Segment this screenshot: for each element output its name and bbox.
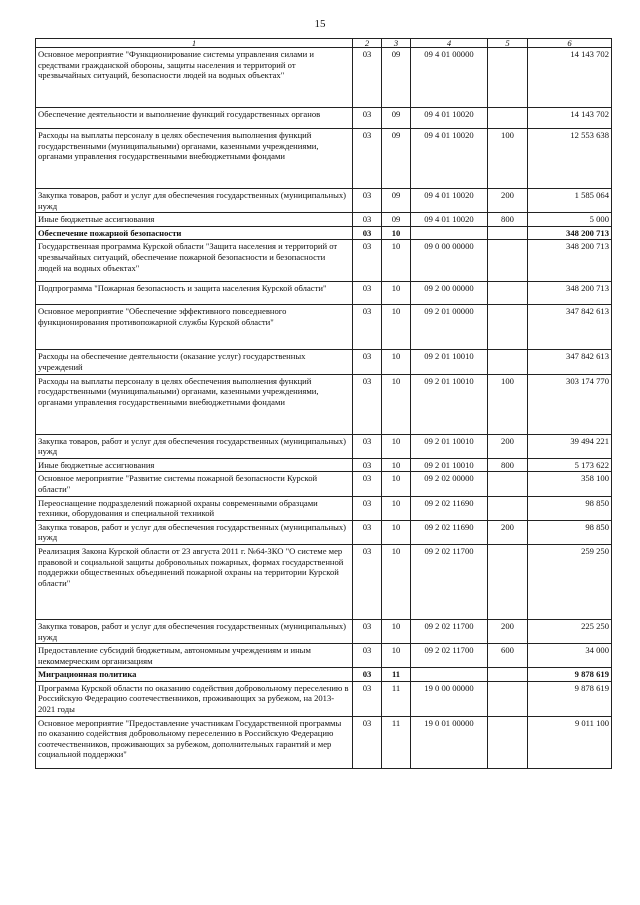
table-row [36,129,612,189]
row-amount: 12 553 638 [528,129,612,189]
row-section-code: 03 [353,472,382,496]
table-row [36,681,612,716]
row-subsection-code: 10 [382,434,411,458]
row-subsection-code: 10 [382,226,411,240]
row-section-code: 03 [353,434,382,458]
row-amount: 5 173 622 [528,458,612,472]
row-name: Государственная программа Курской области "Защита населения и территорий от чрезвычайных ситуаций, обеспечение пожарной безопасности и безопасности людей на водных объектах" [36,240,353,282]
row-name: Программа Курской области по оказанию содействия добровольному переселению в Российскую Федерацию соотечественников, проживающих за рубежом, на 2013-2021 годы [36,681,353,716]
table-row [36,668,612,682]
row-subsection-code: 11 [382,668,411,682]
row-subsection-code: 10 [382,496,411,520]
row-section-code: 03 [353,374,382,434]
row-section-code: 03 [353,189,382,213]
row-name: Расходы на обеспечение деятельности (оказание услуг) государственных учреждений [36,350,353,374]
row-amount: 98 850 [528,496,612,520]
row-section-code: 03 [353,226,382,240]
table-row [36,434,612,458]
header-col-3: 3 [382,39,411,48]
table-row [36,544,612,619]
row-expense-type-code [488,472,528,496]
row-section-code: 03 [353,544,382,619]
row-name: Расходы на выплаты персоналу в целях обеспечения выполнения функций государственными (муниципальными) органами, казенными учреждениями, органами управления государственными внебюджетными фондами [36,129,353,189]
row-amount: 5 000 [528,213,612,227]
row-section-code: 03 [353,520,382,544]
row-amount: 14 143 702 [528,108,612,129]
row-name: Основное мероприятие "Обеспечение эффективного повседневного функционирования противопожарной службы Курской области" [36,305,353,350]
row-amount: 9 011 100 [528,716,612,768]
row-section-code: 03 [353,716,382,768]
row-name: Закупка товаров, работ и услуг для обеспечения государственных (муниципальных) нужд [36,520,353,544]
row-section-code: 03 [353,644,382,668]
row-section-code: 03 [353,305,382,350]
row-subsection-code: 09 [382,108,411,129]
table-row [36,282,612,305]
table-row [36,108,612,129]
budget-table [35,38,612,769]
row-expense-type-code [488,496,528,520]
row-target-item-code: 19 0 00 00000 [411,681,488,716]
row-subsection-code: 11 [382,681,411,716]
row-name: Подпрограмма "Пожарная безопасность и защита населения Курской области" [36,282,353,305]
row-target-item-code: 19 0 01 00000 [411,716,488,768]
row-name: Предоставление субсидий бюджетным, автономным учреждениям и иным некоммерческим организациям [36,644,353,668]
row-section-code: 03 [353,350,382,374]
row-section-code: 03 [353,668,382,682]
row-section-code: 03 [353,458,382,472]
row-expense-type-code [488,48,528,108]
row-expense-type-code [488,716,528,768]
row-expense-type-code: 800 [488,458,528,472]
page-number: 15 [314,18,326,30]
row-name: Иные бюджетные ассигнования [36,458,353,472]
row-section-code: 03 [353,48,382,108]
row-amount: 348 200 713 [528,282,612,305]
table-row [36,189,612,213]
row-expense-type-code: 200 [488,520,528,544]
row-name: Основное мероприятие "Функционирование системы управления силами и средствами гражданской обороны, защиты населения и территорий от чрезвычайных ситуаций, безопасности людей на водных объектах" [36,48,353,108]
header-col-2: 2 [353,39,382,48]
row-subsection-code: 10 [382,305,411,350]
table-row [36,350,612,374]
row-name: Иные бюджетные ассигнования [36,213,353,227]
table-header-row [36,39,612,48]
row-expense-type-code [488,282,528,305]
row-name: Закупка товаров, работ и услуг для обеспечения государственных (муниципальных) нужд [36,189,353,213]
row-expense-type-code [488,681,528,716]
row-target-item-code: 09 4 01 10020 [411,213,488,227]
row-expense-type-code [488,350,528,374]
row-subsection-code: 09 [382,48,411,108]
row-subsection-code: 10 [382,644,411,668]
row-expense-type-code: 600 [488,644,528,668]
row-target-item-code [411,226,488,240]
row-amount: 259 250 [528,544,612,619]
row-target-item-code: 09 2 02 00000 [411,472,488,496]
row-target-item-code: 09 2 02 11690 [411,520,488,544]
row-amount: 98 850 [528,520,612,544]
row-target-item-code: 09 2 00 00000 [411,282,488,305]
row-amount: 358 100 [528,472,612,496]
row-target-item-code: 09 2 01 10010 [411,434,488,458]
row-name: Закупка товаров, работ и услуг для обеспечения государственных (муниципальных) нужд [36,434,353,458]
row-section-code: 03 [353,496,382,520]
row-expense-type-code [488,108,528,129]
table-row [36,458,612,472]
row-target-item-code: 09 4 01 10020 [411,129,488,189]
row-subsection-code: 10 [382,520,411,544]
row-expense-type-code: 200 [488,619,528,643]
row-target-item-code [411,668,488,682]
row-section-code: 03 [353,240,382,282]
row-subsection-code: 10 [382,374,411,434]
row-target-item-code: 09 2 01 00000 [411,305,488,350]
row-amount: 348 200 713 [528,240,612,282]
row-amount: 303 174 770 [528,374,612,434]
row-section-code: 03 [353,213,382,227]
row-amount: 39 494 221 [528,434,612,458]
table-row [36,48,612,108]
table-row [36,213,612,227]
row-expense-type-code [488,240,528,282]
row-amount: 34 000 [528,644,612,668]
row-amount: 348 200 713 [528,226,612,240]
table-row [36,644,612,668]
row-subsection-code: 09 [382,213,411,227]
table-row [36,374,612,434]
header-col-1: 1 [36,39,353,48]
row-amount: 1 585 064 [528,189,612,213]
row-name: Основное мероприятие "Развитие системы пожарной безопасности Курской области" [36,472,353,496]
row-subsection-code: 10 [382,240,411,282]
header-col-6: 6 [528,39,612,48]
table-row [36,496,612,520]
row-amount: 9 878 619 [528,681,612,716]
row-subsection-code: 10 [382,282,411,305]
row-expense-type-code: 100 [488,129,528,189]
table-row [36,619,612,643]
row-expense-type-code: 200 [488,189,528,213]
row-target-item-code: 09 4 01 10020 [411,108,488,129]
row-target-item-code: 09 2 02 11700 [411,619,488,643]
row-amount: 347 842 613 [528,305,612,350]
row-target-item-code: 09 2 02 11690 [411,496,488,520]
row-name: Основное мероприятие "Предоставление участникам Государственной программы по оказанию содействия добровольному переселению в Российскую Федерацию соотечественников, проживающих за рубежом, дополнительных гарантий и мер социальной поддержки" [36,716,353,768]
row-expense-type-code [488,305,528,350]
row-section-code: 03 [353,282,382,305]
row-target-item-code: 09 2 01 10010 [411,374,488,434]
table-row [36,520,612,544]
row-target-item-code: 09 0 00 00000 [411,240,488,282]
row-expense-type-code [488,226,528,240]
row-target-item-code: 09 4 01 10020 [411,189,488,213]
row-expense-type-code [488,668,528,682]
row-name: Обеспечение деятельности и выполнение функций государственных органов [36,108,353,129]
row-name: Обеспечение пожарной безопасности [36,226,353,240]
row-subsection-code: 11 [382,716,411,768]
row-amount: 347 842 613 [528,350,612,374]
table-row [36,472,612,496]
row-subsection-code: 10 [382,619,411,643]
row-name: Реализация Закона Курской области от 23 августа 2011 г. №64-ЗКО "О системе мер правовой и социальной защиты добровольных пожарных, формах государственной поддержки общественных объединений пожарной охраны на территории Курской области" [36,544,353,619]
row-target-item-code: 09 4 01 00000 [411,48,488,108]
row-expense-type-code [488,544,528,619]
row-target-item-code: 09 2 01 10010 [411,458,488,472]
row-subsection-code: 10 [382,472,411,496]
row-section-code: 03 [353,619,382,643]
row-subsection-code: 09 [382,189,411,213]
row-name: Миграционная политика [36,668,353,682]
row-section-code: 03 [353,129,382,189]
row-subsection-code: 10 [382,544,411,619]
row-target-item-code: 09 2 01 10010 [411,350,488,374]
row-subsection-code: 09 [382,129,411,189]
row-name: Закупка товаров, работ и услуг для обеспечения государственных (муниципальных) нужд [36,619,353,643]
row-amount: 14 143 702 [528,48,612,108]
table-row [36,240,612,282]
row-name: Переоснащение подразделений пожарной охраны современными образцами техники, оборудования и специальной техникой [36,496,353,520]
row-target-item-code: 09 2 02 11700 [411,644,488,668]
row-expense-type-code: 200 [488,434,528,458]
header-col-4: 4 [411,39,488,48]
row-expense-type-code: 100 [488,374,528,434]
row-section-code: 03 [353,108,382,129]
row-subsection-code: 10 [382,458,411,472]
row-name: Расходы на выплаты персоналу в целях обеспечения выполнения функций государственными (муниципальными) органами, казенными учреждениями, органами управления государственными внебюджетными фондами [36,374,353,434]
row-section-code: 03 [353,681,382,716]
header-col-5: 5 [488,39,528,48]
table-row [36,716,612,768]
row-target-item-code: 09 2 02 11700 [411,544,488,619]
row-subsection-code: 10 [382,350,411,374]
row-expense-type-code: 800 [488,213,528,227]
table-row [36,226,612,240]
row-amount: 9 878 619 [528,668,612,682]
row-amount: 225 250 [528,619,612,643]
table-row [36,305,612,350]
